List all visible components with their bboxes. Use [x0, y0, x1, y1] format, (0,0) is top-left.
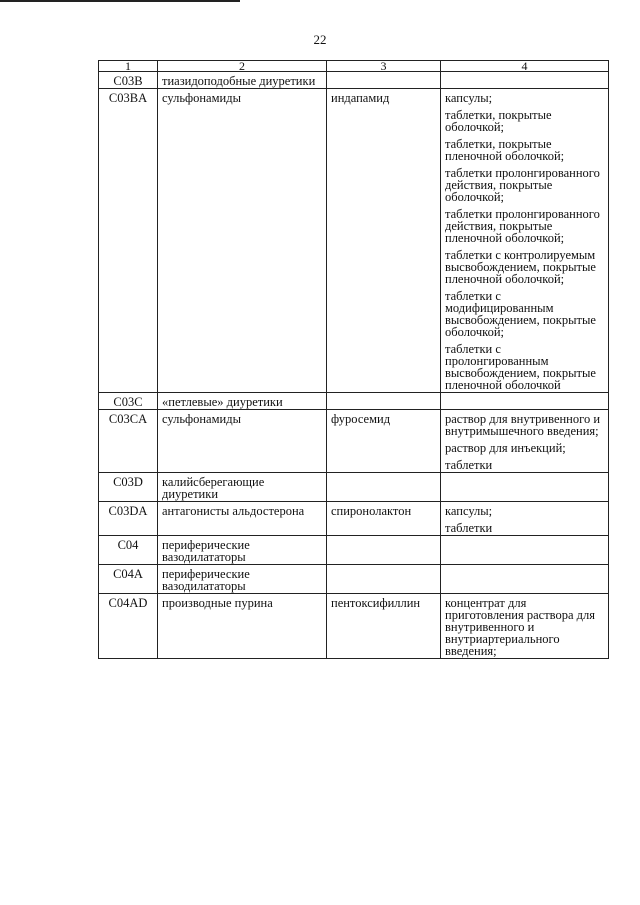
table-row — [99, 502, 609, 536]
atc-code-cell: C03BA — [99, 89, 158, 393]
table-row — [99, 536, 609, 565]
atc-code-cell: C04A — [99, 565, 158, 594]
column-header-4: 4 — [441, 61, 609, 72]
group-name-cell: производные пурина — [158, 594, 327, 659]
table-row — [99, 594, 609, 659]
dosage-form-item: таблетки — [445, 458, 493, 472]
dosage-form-item: таблетки, покрытые оболочкой; — [445, 108, 552, 134]
drug-name-cell — [327, 565, 441, 594]
table-row — [99, 72, 609, 89]
dosage-form-item: таблетки с пролонгированным высвобождением, покрытые пленочной оболочкой — [445, 342, 596, 392]
atc-code-cell: C03B — [99, 72, 158, 89]
drug-name-cell: спиронолактон — [327, 502, 441, 536]
dosage-forms-cell — [441, 393, 609, 410]
dosage-forms-cell — [441, 565, 609, 594]
table-row — [99, 565, 609, 594]
dosage-forms-cell — [441, 89, 609, 393]
table-row — [99, 410, 609, 473]
dosage-form-item: таблетки с модифицированным высвобождением, покрытые оболочкой; — [445, 289, 596, 339]
drug-name-cell: пентоксифиллин — [327, 594, 441, 659]
group-name-cell: сульфонамиды — [158, 89, 327, 393]
group-name-cell: периферические вазодилататоры — [158, 565, 327, 594]
dosage-forms-cell — [441, 536, 609, 565]
dosage-forms-cell — [441, 410, 609, 473]
dosage-form-item: таблетки с контролируемым высвобождением, покрытые пленочной оболочкой; — [445, 248, 596, 286]
drug-table — [98, 60, 609, 659]
dosage-form-item: капсулы; — [445, 91, 493, 105]
dosage-form-item: раствор для инъекций; — [445, 441, 566, 455]
column-header-3: 3 — [327, 61, 441, 72]
dosage-form-item: таблетки, покрытые пленочной оболочкой; — [445, 137, 565, 163]
group-name-cell: калийсберегающие диуретики — [158, 473, 327, 502]
atc-code-cell: C03D — [99, 473, 158, 502]
column-header-2: 2 — [158, 61, 327, 72]
table-row — [99, 393, 609, 410]
drug-name-cell — [327, 72, 441, 89]
group-name-cell: антагонисты альдостерона — [158, 502, 327, 536]
dosage-forms-cell — [441, 594, 609, 659]
table-row — [99, 89, 609, 393]
drug-name-cell — [327, 536, 441, 565]
atc-code-cell: C03DA — [99, 502, 158, 536]
drug-name-cell — [327, 473, 441, 502]
dosage-forms-cell — [441, 502, 609, 536]
dosage-form-item: концентрат для приготовления раствора для внутривенного и внутриартериального введения; — [445, 596, 595, 658]
group-name-cell: тиазидоподобные диуретики — [158, 72, 327, 89]
dosage-form-item: раствор для внутривенного и внутримышечного введения; — [445, 412, 601, 438]
table-row — [99, 473, 609, 502]
column-header-1: 1 — [99, 61, 158, 72]
atc-code-cell: C04 — [99, 536, 158, 565]
drug-name-cell: индапамид — [327, 89, 441, 393]
dosage-form-item: таблетки пролонгированного действия, покрытые оболочкой; — [445, 166, 600, 204]
group-name-cell: периферические вазодилататоры — [158, 536, 327, 565]
dosage-forms-cell — [441, 72, 609, 89]
atc-code-cell: C04AD — [99, 594, 158, 659]
dosage-form-item: таблетки — [445, 521, 493, 535]
page-number: 22 — [313, 32, 327, 47]
table-body — [99, 72, 609, 659]
group-name-cell: сульфонамиды — [158, 410, 327, 473]
top-rule — [0, 0, 240, 2]
dosage-forms-cell — [441, 473, 609, 502]
atc-code-cell: C03CA — [99, 410, 158, 473]
drug-name-cell — [327, 393, 441, 410]
group-name-cell: «петлевые» диуретики — [158, 393, 327, 410]
dosage-form-item: капсулы; — [445, 504, 493, 518]
drug-name-cell: фуросемид — [327, 410, 441, 473]
header-row — [99, 61, 609, 72]
dosage-form-item: таблетки пролонгированного действия, покрытые пленочной оболочкой; — [445, 207, 600, 245]
atc-code-cell: C03C — [99, 393, 158, 410]
